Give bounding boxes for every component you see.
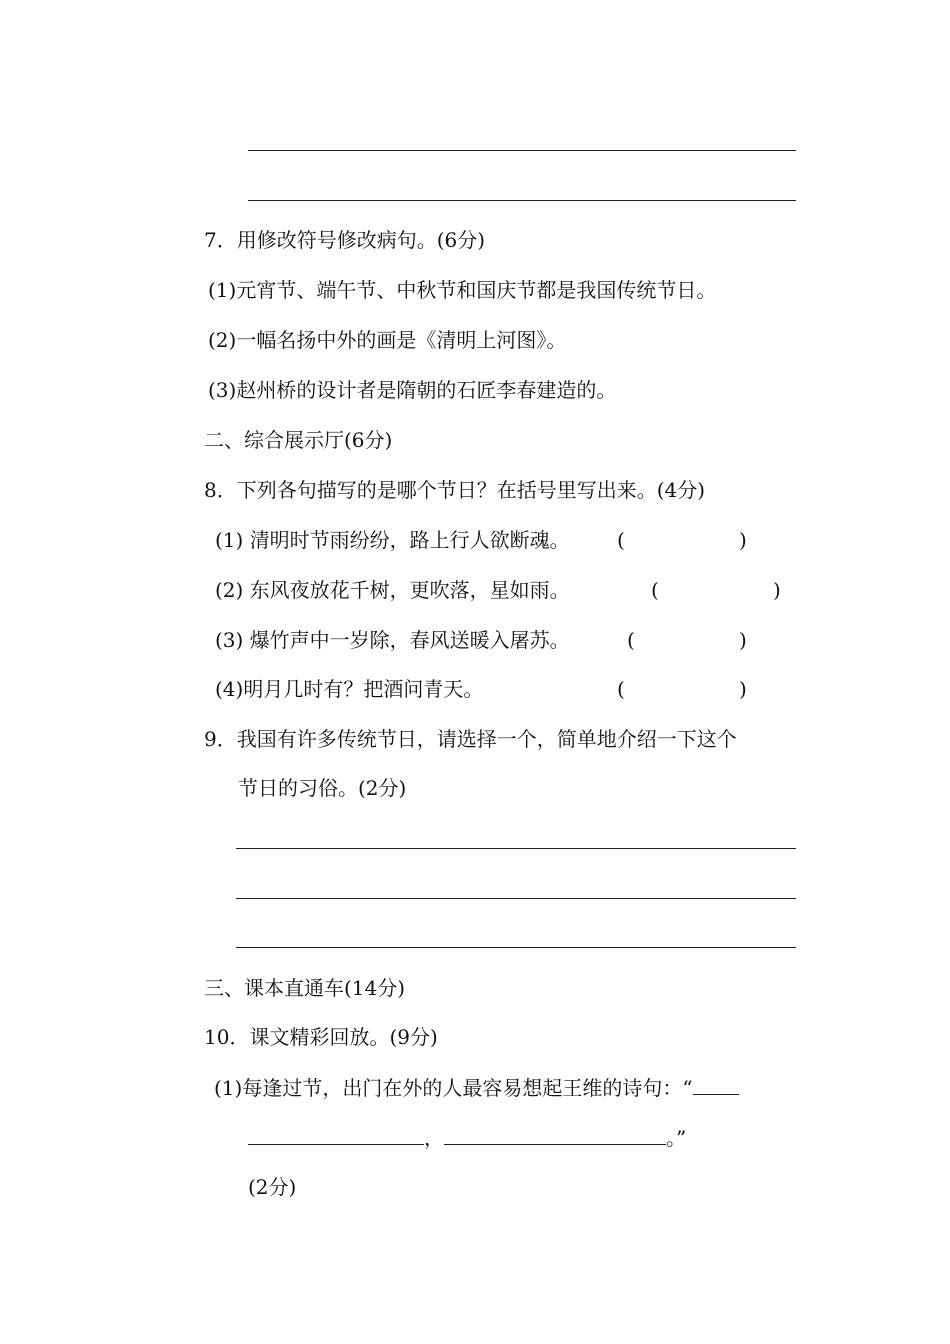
- answer-paren-close: ): [773, 578, 781, 602]
- fill-blank[interactable]: [248, 1126, 424, 1145]
- question-9-line-1: 9．我国有许多传统节日，请选择一个，简单地介绍一下这个: [204, 727, 737, 751]
- question-7-title: 7．用修改符号修改病句。(6分): [204, 228, 486, 252]
- question-9-line-2: 节日的习俗。(2分): [238, 776, 407, 800]
- question-10-item-1-continuation: [248, 1126, 686, 1150]
- question-8-item-3: (3) 爆竹声中一岁除，春风送暖入屠苏。: [215, 628, 570, 652]
- fill-blank[interactable]: [693, 1076, 739, 1095]
- answer-line[interactable]: [236, 947, 796, 948]
- answer-paren-close: ): [739, 677, 747, 701]
- answer-paren-close: ): [739, 628, 747, 652]
- question-7-item-1: (1)元宵节、端午节、中秋节和国庆节都是我国传统节日。: [208, 278, 717, 302]
- closing-quote: 。”: [666, 1126, 687, 1150]
- comma: ，: [424, 1126, 444, 1150]
- question-10-item-1-text: (1)每逢过节，出门在外的人最容易想起王维的诗句：“: [214, 1076, 693, 1100]
- answer-paren-open[interactable]: (: [617, 677, 625, 701]
- question-10-item-1-score: (2分): [248, 1175, 297, 1199]
- answer-paren-open[interactable]: (: [651, 578, 659, 602]
- answer-line[interactable]: [236, 898, 796, 899]
- answer-paren-open[interactable]: (: [617, 528, 625, 552]
- question-8-title: 8．下列各句描写的是哪个节日？在括号里写出来。(4分): [204, 478, 706, 502]
- section-2-title: 二、综合展示厅(6分): [204, 428, 393, 452]
- question-7-item-3: (3)赵州桥的设计者是隋朝的石匠李春建造的。: [208, 378, 617, 402]
- answer-paren-close: ): [739, 528, 747, 552]
- question-8-item-1: (1) 清明时节雨纷纷，路上行人欲断魂。: [215, 528, 570, 552]
- answer-line: [248, 150, 796, 151]
- question-8-item-4: (4)明月几时有？把酒问青天。: [215, 677, 484, 701]
- answer-line[interactable]: [236, 848, 796, 849]
- question-10-item-1: [214, 1076, 739, 1100]
- question-8-item-2: (2) 东风夜放花千树，更吹落，星如雨。: [215, 578, 570, 602]
- section-3-title: 三、课本直通车(14分): [204, 976, 406, 1000]
- question-10-title: 10．课文精彩回放。(9分): [204, 1025, 438, 1049]
- question-7-item-2: (2)一幅名扬中外的画是《清明上河图》。: [208, 328, 567, 352]
- answer-paren-open[interactable]: (: [627, 628, 635, 652]
- answer-line: [248, 200, 796, 201]
- fill-blank[interactable]: [444, 1126, 666, 1145]
